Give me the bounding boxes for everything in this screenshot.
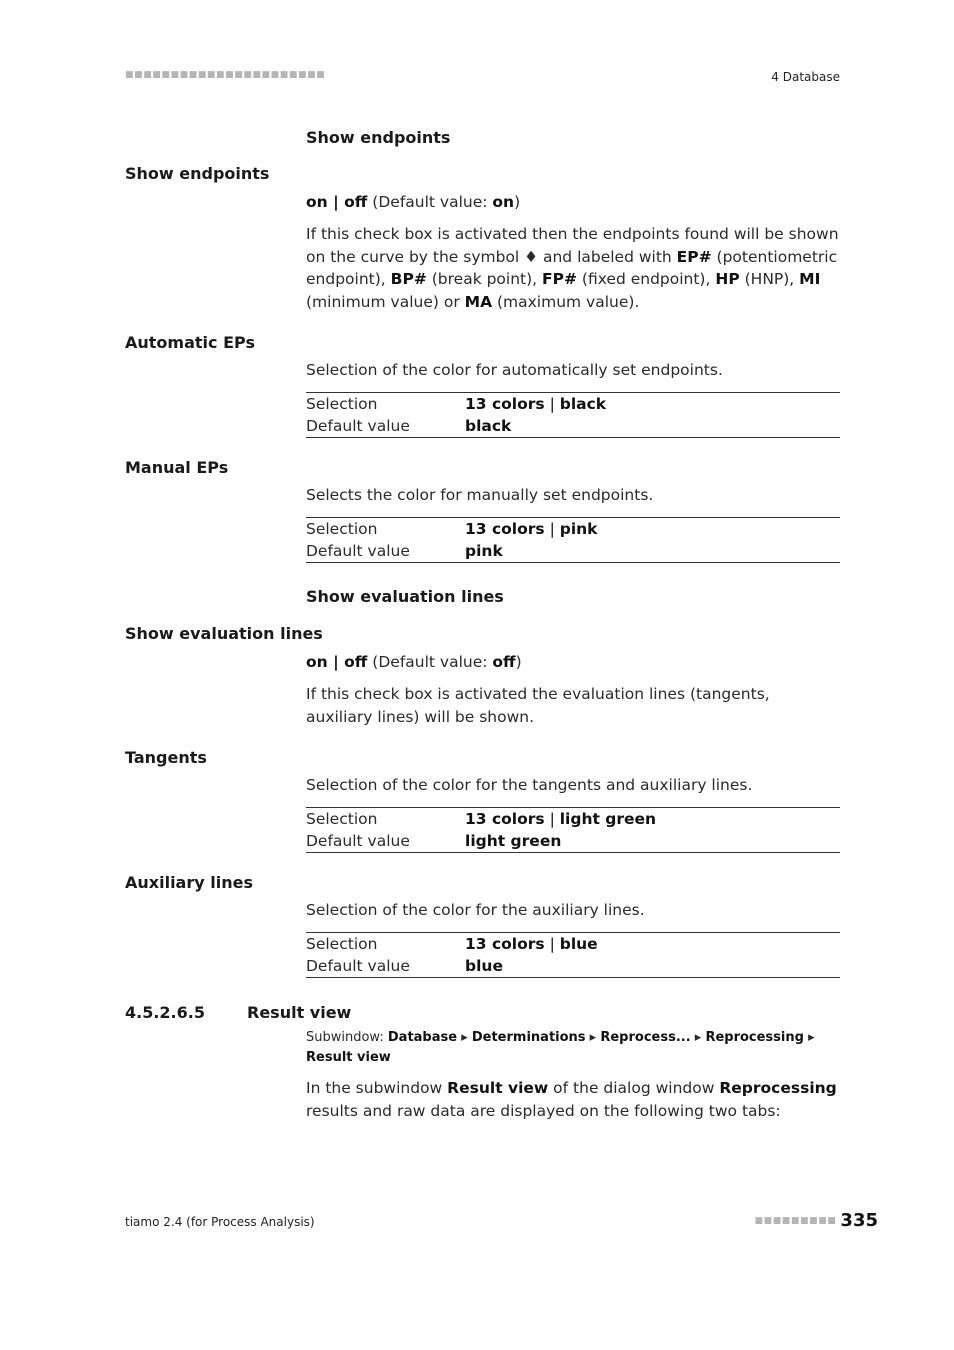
param-label-tangents: Tangents: [125, 748, 207, 767]
subwindow-path: Subwindow: Database ▸ Determinations ▸ Reprocess... ▸ Reprocessing ▸ Result view: [306, 1030, 815, 1065]
param-table-automatic-eps: [306, 392, 840, 438]
param-label-automatic-eps: Automatic EPs: [125, 333, 255, 352]
param-description-manual-eps: Selects the color for manually set endpoints.: [306, 486, 654, 504]
param-description-tangents: Selection of the color for the tangents and auxiliary lines.: [306, 776, 753, 794]
table-row-default: Default value blue: [306, 957, 503, 975]
param-label-auxiliary-lines: Auxiliary lines: [125, 873, 253, 892]
subsection-number: 4.5.2.6.5: [125, 1003, 205, 1022]
subsection-heading-result-view: [125, 1003, 351, 1022]
result-view-paragraph: In the subwindow Result view of the dialog window Reprocessing results and raw data are displayed on the following two tabs:: [306, 1079, 837, 1120]
section-heading-show-evaluation-lines: Show evaluation lines: [306, 587, 504, 606]
param-label-show-evaluation-lines: Show evaluation lines: [125, 624, 323, 643]
table-row-selection: Selection 13 colors | pink: [306, 520, 598, 538]
param-description-auxiliary-lines: Selection of the color for the auxiliary lines.: [306, 901, 645, 919]
table-row-default: Default value light green: [306, 832, 562, 850]
param-table-auxiliary-lines: [306, 932, 840, 978]
param-label-manual-eps: Manual EPs: [125, 458, 229, 477]
param-description-show-endpoints: If this check box is activated then the endpoints found will be shown on the curve by the symbol ♦ and labeled with EP# (potentiometric endpoint), BP# (break point), FP# (fixed endpoint), HP (HNP), MI (minimum value) or MA (maximum value).: [306, 225, 839, 311]
footer-page-number: ■■■■■■■■■ 335: [754, 1210, 878, 1231]
param-values-show-evaluation-lines: on | off (Default value: off): [306, 653, 522, 671]
chapter-title: 4 Database: [771, 70, 840, 84]
param-values-show-endpoints: on | off (Default value: on): [306, 193, 521, 211]
param-table-manual-eps: [306, 517, 840, 563]
section-heading-show-endpoints: Show endpoints: [306, 128, 451, 147]
table-row-selection: Selection 13 colors | light green: [306, 810, 657, 828]
table-row-default: Default value black: [306, 417, 512, 435]
subsection-title: Result view: [247, 1003, 352, 1022]
param-description-show-evaluation-lines: If this check box is activated the evaluation lines (tangents, auxiliary lines) will be shown.: [306, 685, 770, 726]
table-row-default: Default value pink: [306, 542, 503, 560]
param-table-tangents: [306, 807, 840, 853]
footer-product: tiamo 2.4 (for Process Analysis): [125, 1215, 315, 1229]
param-label-show-endpoints: Show endpoints: [125, 164, 270, 183]
table-row-selection: Selection 13 colors | blue: [306, 935, 598, 953]
header-decoration: ■■■■■■■■■■■■■■■■■■■■■■: [125, 70, 326, 80]
table-row-selection: Selection 13 colors | black: [306, 395, 607, 413]
param-description-automatic-eps: Selection of the color for automatically set endpoints.: [306, 361, 723, 379]
